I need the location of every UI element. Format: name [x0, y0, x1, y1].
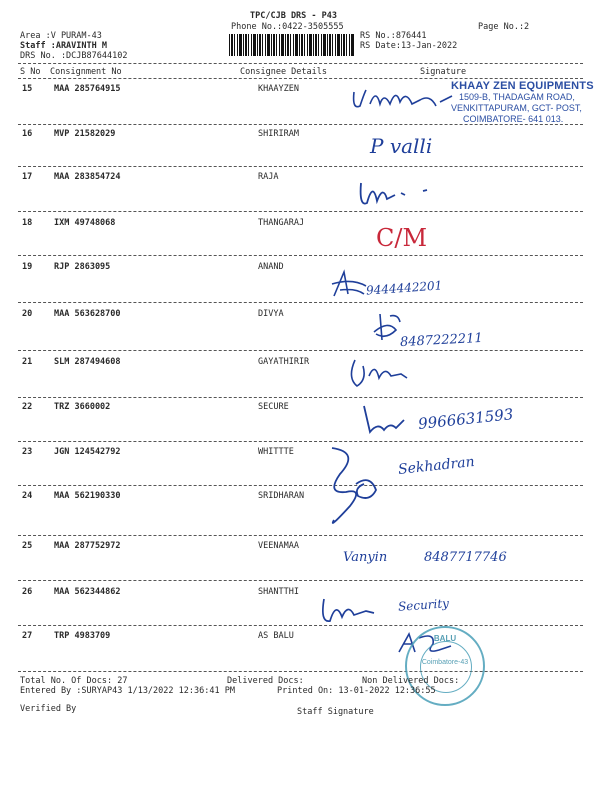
stamp-address-line: VENKITTAPURAM, GCT- POST, [451, 103, 582, 113]
row-consignee: KHAAYZEN [258, 84, 299, 94]
row-sno: 22 [22, 402, 33, 412]
signature-scribble [360, 402, 410, 438]
row-consignment: MAA 563628700 [54, 309, 121, 319]
row-consignee: RAJA [258, 172, 279, 182]
row-consignment: MAA 287752972 [54, 541, 121, 551]
round-stamp-top-text: BALU [433, 634, 457, 643]
handwritten-word: Security [397, 596, 450, 614]
drs-number: DRS No. :DCJB87644102 [20, 51, 128, 61]
row-sno: 17 [22, 172, 33, 182]
handwritten-phone: 8487717746 [424, 550, 507, 565]
divider [18, 63, 583, 64]
entered-by: Entered By :SURYAP43 1/13/2022 12:36:41 PM [20, 686, 235, 696]
verified-by: Verified By [20, 704, 77, 714]
row-consignee: ANAND [258, 262, 284, 272]
row-consignment: TRP 4983709 [54, 631, 111, 641]
row-consignment: MAA 562190330 [54, 491, 121, 501]
row-sno: 26 [22, 587, 33, 597]
signature-scribble [350, 84, 455, 116]
barcode [229, 34, 355, 56]
row-consignment: IXM 49748068 [54, 218, 116, 228]
non-delivered-docs: Non Delivered Docs: [362, 676, 460, 686]
row-divider [18, 166, 583, 167]
row-consignment: TRZ 3660002 [54, 402, 111, 412]
row-divider [18, 485, 583, 486]
stamp-address-line: 1509-B, THADAGAM ROAD, [459, 92, 575, 102]
row-sno: 21 [22, 357, 33, 367]
row-divider [18, 535, 583, 536]
row-divider [18, 625, 583, 626]
row-consignee: DIVYA [258, 309, 284, 319]
signature-scribble [318, 593, 378, 627]
row-consignment: MAA 562344862 [54, 587, 121, 597]
round-stamp-text: Coimbatore-43 [421, 659, 469, 666]
col-sno: S No [20, 67, 41, 77]
col-signature: Signature [420, 67, 467, 77]
row-divider [18, 580, 583, 581]
row-consignment: SLM 287494608 [54, 357, 121, 367]
phone-number: Phone No.:0422-3505555 [231, 22, 344, 32]
row-divider [18, 441, 583, 442]
signature-scribble [345, 356, 415, 392]
rs-date: RS Date:13-Jan-2022 [360, 41, 458, 51]
row-sno: 15 [22, 84, 33, 94]
row-divider [18, 671, 583, 672]
row-divider [18, 397, 583, 398]
row-sno: 23 [22, 447, 33, 457]
doc-title: TPC/CJB DRS - P43 [250, 11, 337, 21]
row-divider [18, 211, 583, 212]
row-consignment: MVP 21582029 [54, 129, 116, 139]
row-consignee: SECURE [258, 402, 289, 412]
row-consignee: THANGARAJ [258, 218, 305, 228]
row-consignment: MAA 283854724 [54, 172, 121, 182]
row-consignee: WHITTTE [258, 447, 294, 457]
row-sno: 18 [22, 218, 33, 228]
handwritten-phone: 9444442201 [365, 278, 443, 298]
handwritten-name: P valli [370, 134, 433, 158]
total-docs: Total No. Of Docs: 27 [20, 676, 128, 686]
stamp-company-name: KHAAY ZEN EQUIPMENTS [451, 80, 594, 92]
row-divider [18, 350, 583, 351]
staff-signature-label: Staff Signature [297, 707, 374, 717]
row-sno: 24 [22, 491, 33, 501]
row-sno: 27 [22, 631, 33, 641]
handwritten-phone: 9966631593 [417, 405, 515, 433]
area-label: Area :V PURAM-43 [20, 31, 102, 41]
handwritten-name: Vanyin [343, 550, 388, 565]
staff-label: Staff :ARAVINTH M [20, 41, 107, 51]
row-consignment: JGN 124542792 [54, 447, 121, 457]
handwritten-phone: 8487222211 [399, 330, 484, 351]
row-divider [18, 255, 583, 256]
row-consignment: MAA 285764915 [54, 84, 121, 94]
signature-scribble [355, 175, 435, 211]
page-number: Page No.:2 [478, 22, 530, 32]
handwritten-initials: C/M [376, 224, 428, 252]
rs-number: RS No.:876441 [360, 31, 427, 41]
signature-scribble [330, 268, 370, 300]
col-consignment: Consignment No [50, 67, 122, 77]
row-sno: 25 [22, 541, 33, 551]
row-sno: 20 [22, 309, 33, 319]
company-stamp [451, 81, 596, 125]
delivered-docs: Delivered Docs: [227, 676, 304, 686]
divider [18, 78, 583, 79]
row-consignee: AS BALU [258, 631, 294, 641]
col-consignee: Consignee Details [240, 67, 327, 77]
printed-on: Printed On: 13-01-2022 12:36:55 [277, 686, 436, 696]
row-sno: 16 [22, 129, 33, 139]
row-consignee: GAYATHIRIR [258, 357, 310, 367]
row-divider [18, 302, 583, 303]
handwritten-name: Sekhadran [397, 454, 476, 478]
row-consignee: VEENAMAA [258, 541, 299, 551]
signature-scribble [320, 444, 390, 536]
row-consignee: SHIRIRAM [258, 129, 299, 139]
row-consignee: SHANTTHI [258, 587, 299, 597]
row-sno: 19 [22, 262, 33, 272]
row-consignee: SRIDHARAN [258, 491, 305, 501]
stamp-address-line: COIMBATORE- 641 013. [463, 114, 564, 124]
row-consignment: RJP 2863095 [54, 262, 111, 272]
